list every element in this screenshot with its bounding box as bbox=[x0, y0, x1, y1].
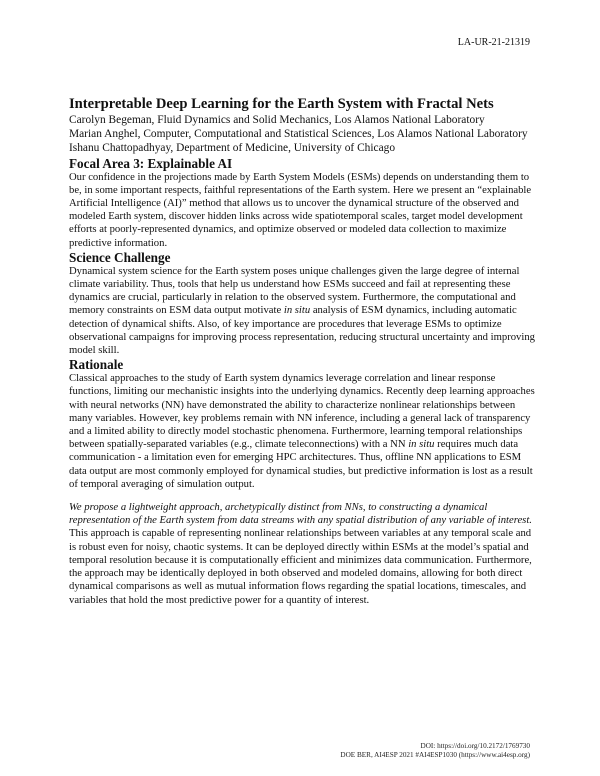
footer-citation: DOE BER, AI4ESP 2021 #AI4ESP1030 (https://www.ai4esp.org) bbox=[340, 751, 530, 759]
author-1: Carolyn Begeman, Fluid Dynamics and Solid Mechanics, Los Alamos National Laboratory bbox=[69, 114, 485, 126]
rationale-p1-part-a: Classical approaches to the study of Earth system dynamics leverage correlation and linear response functions, limiting our mechanistic insights into the underlying dynamics. Recently deep learning approaches with neural networks (NN) have demonstrated the ability to characterize nonlinear relationships between many variables. However, key problems remain with NN inference, including a general lack of transparency and a limited ability to directly model stochastic phenomena. Furthermore, learning temporal relationships between spatially-separated variables (e.g., climate teleconnections) with a NN bbox=[69, 373, 535, 451]
rationale-paragraph-2 bbox=[69, 501, 539, 607]
science-challenge-heading: Science Challenge bbox=[69, 249, 171, 265]
science-text-part-b: analysis of ESM dynamics, including automatic detection of dynamical shifts. Also, of key importance are procedures that leverage ESMs to optimize observational campaigns for improving process representation, reducing structural uncertainty and improving model skill. bbox=[69, 305, 535, 357]
science-italic-in-situ: in situ bbox=[283, 305, 311, 317]
focal-area-heading: Focal Area 3: Explainable AI bbox=[69, 155, 233, 171]
rationale-p1-italic: in situ bbox=[408, 439, 435, 451]
rationale-p2-italic: We propose a lightweight approach, archetypically distinct from NNs, to constructing a dynamical representation of the Earth system from data streams with any spatial distribution of any variable of interest. bbox=[69, 502, 532, 527]
rationale-paragraph-1 bbox=[69, 372, 539, 491]
rationale-p1-part-b: requires much data communication - a limitation even for emerging HPC architectures. Thus, offline NN applications to ESM data output are most commonly employed for dynamical studies, but predictive information is lost as a result of temporal averaging of simulation output. bbox=[69, 439, 533, 490]
paper-title: Interpretable Deep Learning for the Earth System with Fractal Nets bbox=[69, 96, 494, 112]
rationale-p2-text: This approach is capable of representing nonlinear relationships between variables at any temporal scale and is robust even for noisy, chaotic systems. It can be deployed directly within ESMs at the model’s spatial and temporal resolution because it is computationally efficient and minimizes data communication. Furthermore, the approach may be identically deployed in both observed and modeled domains, allowing for both direct dynamical comparisons as well as mutual information flows regarding the spatial locations, timescales, and variables that hold the most predictive power for a quantity of interest. bbox=[69, 528, 532, 606]
author-2: Marian Anghel, Computer, Computational and Statistical Sciences, Los Alamos National Laboratory bbox=[69, 128, 528, 141]
focal-area-text: Our confidence in the projections made by Earth System Models (ESMs) depends on understanding them to be, in some important respects, faithful representations of the Earth system. Here we present an “explainable Artificial Intelligence (AI)” method that allows us to uncover the dynamical structure of the observed and modeled Earth system, discover hidden links across wide spatiotemporal scales, target model development efforts at poorly-represented dynamics, and optimize observed or modeled data collection to maximize predictive information. bbox=[69, 171, 532, 249]
paper-body bbox=[69, 96, 539, 607]
page-footer bbox=[340, 742, 530, 760]
rationale-heading: Rationale bbox=[69, 357, 124, 373]
author-list bbox=[69, 113, 539, 156]
author-3: Ishanu Chattopadhyay, Department of Medicine, University of Chicago bbox=[69, 142, 396, 155]
science-text-part-a: Dynamical system science for the Earth system poses unique challenges given the large degree of internal climate variability. Thus, tools that help us understand how ESMs succeed and fail at representing these dynamics are crucial, particularly in relation to the observed system. Furthermore, the computational and memory constraints on ESM data output motivate bbox=[69, 265, 520, 317]
footer-doi: DOI: https://doi.org/10.2172/1769730 bbox=[420, 742, 530, 750]
report-number: LA-UR-21-21319 bbox=[457, 37, 530, 48]
science-challenge-text bbox=[69, 265, 539, 357]
